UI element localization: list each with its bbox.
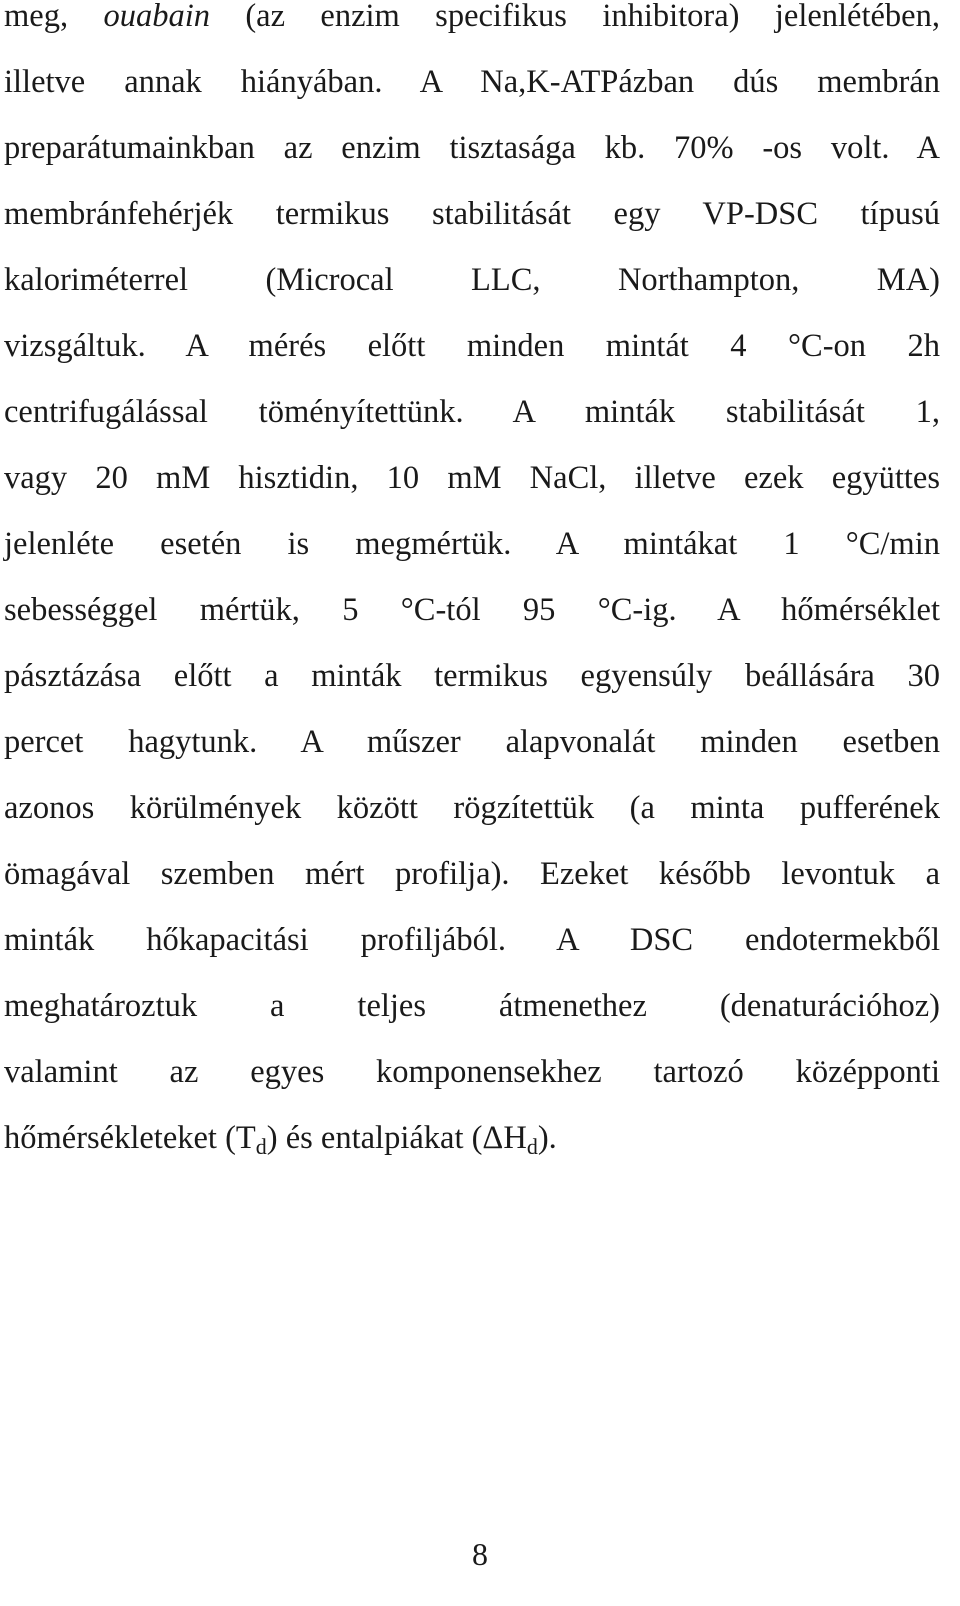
text-line-2: illetve annak hiányában. A Na,K-ATPázban dús membrán <box>4 64 940 100</box>
text-line-1 <box>4 0 940 66</box>
text-segment: meg, <box>4 0 104 34</box>
text-segment: (az enzim specifikus inhibitora) jelenlétében, <box>209 0 940 34</box>
text-line-15: minták hőkapacitási profiljából. A DSC endotermekből <box>4 922 940 958</box>
subscript: d <box>255 1134 267 1159</box>
text-line-3: preparátumainkban az enzim tisztasága kb. 70% -os volt. A <box>4 130 940 166</box>
text-line-12: percet hagytunk. A műszer alapvonalát minden esetben <box>4 724 940 760</box>
text-line-4: membránfehérjék termikus stabilitását egy VP-DSC típusú <box>4 196 940 232</box>
text-line-8: vagy 20 mM hisztidin, 10 mM NaCl, illetve ezek együttes <box>4 460 940 496</box>
italic-term: ouabain <box>103 0 210 34</box>
text-line-14: ömagával szemben mért profilja). Ezeket később levontuk a <box>4 856 940 892</box>
text-line-13: azonos körülmények között rögzítettük (a minta pufferének <box>4 790 940 826</box>
body-text <box>4 0 940 1188</box>
text-line-6: vizsgáltuk. A mérés előtt minden mintát 4 °C-on 2h <box>4 328 940 364</box>
text-line-10: sebességgel mértük, 5 °C-tól 95 °C-ig. A hőmérséklet <box>4 592 940 628</box>
page-number: 8 <box>472 1536 488 1572</box>
text-line-16: meghatároztuk a teljes átmenethez (denaturációhoz) <box>4 988 940 1024</box>
text-segment: ) és entalpiákat (ΔH <box>266 1120 527 1156</box>
text-segment: hőmérsékleteket (T <box>4 1120 256 1156</box>
text-line-7: centrifugálással töményítettünk. A minták stabilitását 1, <box>4 394 940 430</box>
text-line-17: valamint az egyes komponensekhez tartozó középponti <box>4 1054 940 1090</box>
subscript: d <box>526 1134 538 1159</box>
text-line-11: pásztázása előtt a minták termikus egyensúly beállására 30 <box>4 658 940 694</box>
text-segment: ). <box>537 1120 557 1156</box>
text-line-5: kaloriméterrel (Microcal LLC, Northampton, MA) <box>4 262 940 298</box>
text-line-18 <box>4 1122 940 1188</box>
text-line-9: jelenléte esetén is megmértük. A mintákat 1 °C/min <box>4 526 940 562</box>
